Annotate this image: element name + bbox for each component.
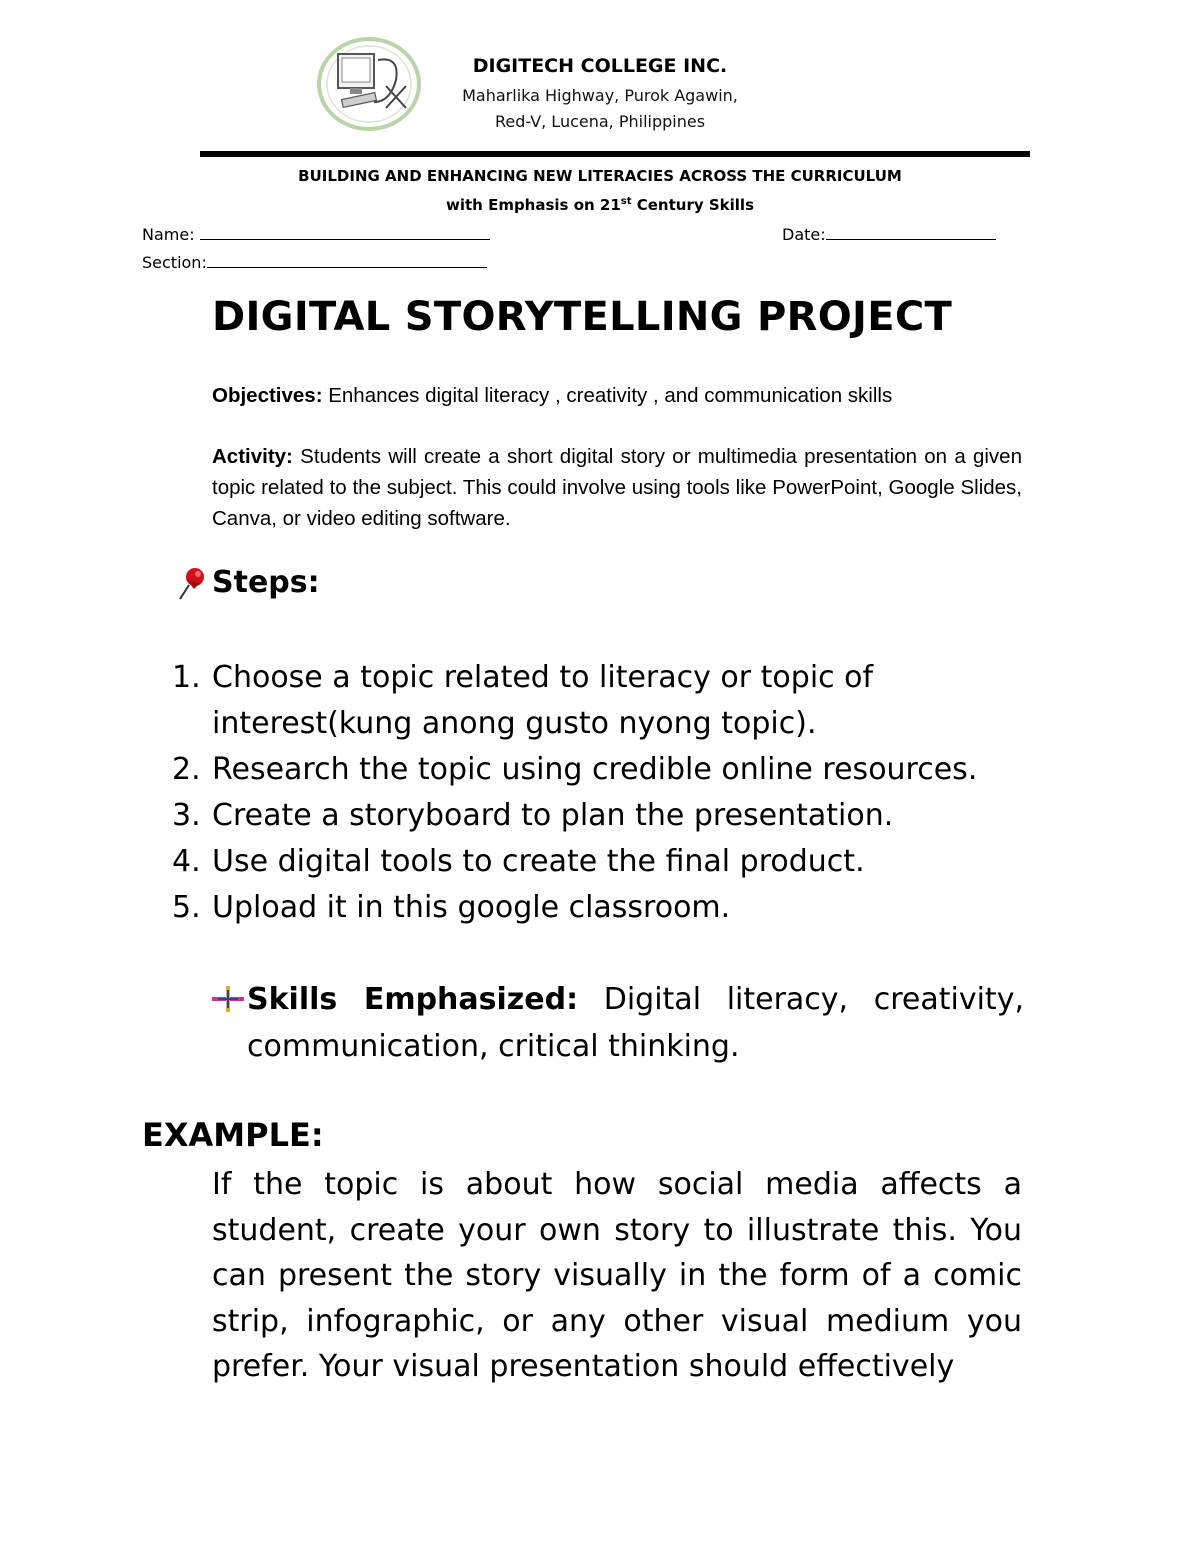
page-title: DIGITAL STORYTELLING PROJECT: [212, 294, 953, 340]
step-number: 1.: [172, 660, 201, 695]
four-point-star-bullet-icon: [212, 986, 244, 1012]
name-field[interactable]: [142, 225, 490, 244]
objectives-text: Enhances digital literacy , creativity , and communication skills: [322, 384, 893, 407]
activity-paragraph: [212, 441, 1022, 534]
objectives-paragraph: [212, 380, 1022, 411]
list-item: [172, 655, 1032, 747]
step-text: Create a storyboard to plan the presentation.: [212, 798, 894, 833]
step-number: 3.: [172, 798, 201, 833]
skills-label: Skills Emphasized:: [247, 982, 579, 1017]
step-text: Research the topic using credible online resources.: [212, 752, 978, 787]
objectives-label: Objectives:: [212, 384, 323, 407]
century-skills-subtitle: [150, 196, 1050, 214]
address-line-1: Maharlika Highway, Purok Agawin,: [462, 86, 738, 105]
steps-title: Steps:: [212, 565, 320, 600]
skills-emphasized: [212, 976, 1024, 1070]
activity-text: Students will create a short digital story or multimedia presentation on a given topic related to the subject. This could involve using tools like PowerPoint, Google Slides, Canva, or video editing software.: [212, 445, 1022, 530]
name-line[interactable]: [200, 225, 490, 240]
subtitle-text-before: with Emphasis on 21: [446, 196, 621, 214]
step-text: Upload it in this google classroom.: [212, 890, 731, 925]
example-heading: EXAMPLE:: [142, 1116, 324, 1154]
address-line-2: Red-V, Lucena, Philippines: [494, 112, 706, 131]
list-item: [172, 885, 1032, 931]
header-divider: [200, 151, 1030, 157]
step-text: Use digital tools to create the final product.: [212, 844, 865, 879]
section-field[interactable]: [142, 253, 487, 272]
date-field[interactable]: [782, 225, 996, 244]
pushpin-icon: [176, 565, 208, 601]
name-label: Name:: [142, 225, 195, 244]
subtitle-text-after: Century Skills: [631, 196, 754, 214]
date-line[interactable]: [826, 225, 996, 240]
list-item: [172, 793, 1032, 839]
steps-list: [172, 655, 1032, 931]
step-text: Choose a topic related to literacy or topic of interest(kung anong gusto nyong topic).: [212, 660, 874, 741]
step-number: 2.: [172, 752, 201, 787]
list-item: [172, 839, 1032, 885]
date-label: Date:: [782, 225, 826, 244]
step-number: 5.: [172, 890, 201, 925]
activity-label: Activity:: [212, 445, 293, 468]
section-label: Section:: [142, 253, 207, 272]
list-item: [172, 747, 1032, 793]
curriculum-subtitle: BUILDING AND ENHANCING NEW LITERACIES ACROSS THE CURRICULUM: [298, 167, 902, 185]
subtitle-superscript: st: [620, 196, 632, 207]
skills-text: Digital literacy, creativity, communication, critical thinking.: [247, 982, 1024, 1064]
example-paragraph: If the topic is about how social media affects a student, create your own story to illustrate this. You can present the story visually in the form of a comic strip, infographic, or any other visual medium you prefer. Your visual presentation should effectively: [212, 1167, 1022, 1384]
section-line[interactable]: [207, 253, 487, 268]
school-name: DIGITECH COLLEGE INC.: [472, 55, 728, 77]
step-number: 4.: [172, 844, 201, 879]
